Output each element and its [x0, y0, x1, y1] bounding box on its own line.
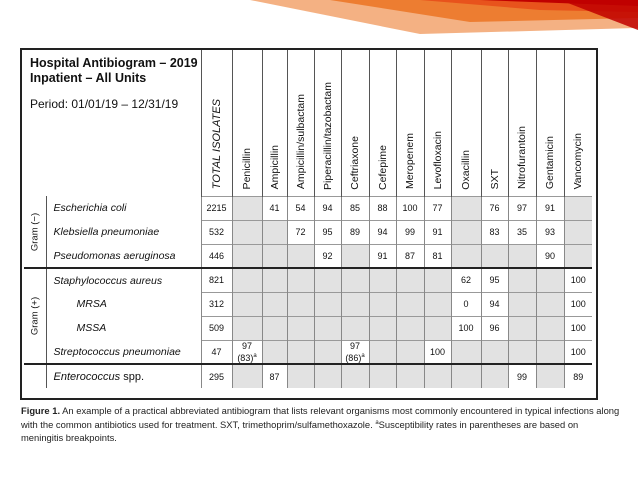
column-header [287, 50, 314, 196]
table-row [24, 268, 592, 292]
column-header-label: Cefepime [376, 144, 389, 190]
table-row [24, 316, 592, 340]
footnote-mark: a [253, 352, 257, 359]
organism-suffix: spp. [120, 370, 145, 383]
susceptibility-cell [396, 268, 424, 292]
organism-name [46, 364, 201, 388]
susceptibility-cell: 99 [508, 364, 536, 388]
decorative-banner [0, 0, 638, 46]
table-row [24, 364, 592, 388]
susceptibility-cell [262, 340, 287, 364]
header-row [24, 50, 592, 196]
column-header-label: Vancomycin [572, 133, 585, 190]
susceptibility-cell [314, 292, 341, 316]
susceptibility-cell [341, 292, 369, 316]
susceptibility-cell: 47 [201, 340, 232, 364]
susceptibility-cell [396, 340, 424, 364]
column-header [341, 50, 369, 196]
susceptibility-cell [564, 220, 592, 244]
organism-name: MRSA [76, 298, 107, 310]
susceptibility-cell: 91 [369, 244, 396, 268]
susceptibility-cell [564, 244, 592, 268]
susceptibility-cell: 93 [536, 220, 564, 244]
susceptibility-cell [481, 244, 508, 268]
susceptibility-cell [481, 340, 508, 364]
susceptibility-cell [341, 364, 369, 388]
column-header [481, 50, 508, 196]
susceptibility-cell: 96 [481, 316, 508, 340]
susceptibility-cell: 100 [564, 316, 592, 340]
footnote-mark: a [361, 352, 365, 359]
susceptibility-cell [396, 364, 424, 388]
column-header [396, 50, 424, 196]
susceptibility-cell [232, 196, 262, 220]
antibiogram-table-panel [20, 48, 598, 400]
susceptibility-cell [314, 268, 341, 292]
column-header-label: Nitrofurantoin [516, 126, 528, 190]
susceptibility-cell: 41 [262, 196, 287, 220]
column-header-label: Oxacillin [460, 149, 472, 190]
susceptibility-cell [369, 292, 396, 316]
susceptibility-cell: 83 [481, 220, 508, 244]
susceptibility-cell [508, 244, 536, 268]
susceptibility-cell [287, 244, 314, 268]
susceptibility-cell: 295 [201, 364, 232, 388]
susceptibility-cell [314, 364, 341, 388]
susceptibility-cell: 532 [201, 220, 232, 244]
susceptibility-cell [536, 316, 564, 340]
susceptibility-cell [536, 292, 564, 316]
column-header-label: Gentamicin [544, 136, 556, 190]
column-header-label: SXT [488, 169, 501, 190]
column-header [232, 50, 262, 196]
column-header [201, 50, 232, 196]
susceptibility-value: 97 [349, 340, 360, 351]
susceptibility-cell [262, 292, 287, 316]
susceptibility-cell: 2215 [201, 196, 232, 220]
susceptibility-cell: 446 [201, 244, 232, 268]
susceptibility-cell: 89 [341, 220, 369, 244]
susceptibility-cell: 821 [201, 268, 232, 292]
susceptibility-cell [287, 292, 314, 316]
susceptibility-cell [396, 316, 424, 340]
susceptibility-cell: 94 [369, 220, 396, 244]
susceptibility-cell [232, 244, 262, 268]
table-row [24, 244, 592, 268]
group-label [24, 196, 46, 268]
column-header-label: Meropenem [404, 133, 416, 190]
susceptibility-cell: 509 [201, 316, 232, 340]
susceptibility-cell: 95 [481, 268, 508, 292]
susceptibility-cell [314, 340, 341, 364]
gram-negative-label: Gram (−) [29, 212, 41, 251]
susceptibility-cell [508, 340, 536, 364]
column-header-label: TOTAL ISOLATES [210, 99, 223, 190]
susceptibility-cell: 85 [341, 196, 369, 220]
susceptibility-cell [369, 364, 396, 388]
susceptibility-cell: 100 [451, 316, 481, 340]
susceptibility-cell: 87 [262, 364, 287, 388]
column-header [451, 50, 481, 196]
susceptibility-cell: 91 [424, 220, 451, 244]
caption-label: Figure 1. [21, 405, 61, 416]
column-header [564, 50, 592, 196]
organism-name: Pseudomonas aeruginosa [53, 249, 176, 262]
susceptibility-cell [314, 316, 341, 340]
header-spacer [24, 50, 201, 196]
susceptibility-cell [451, 364, 481, 388]
susceptibility-cell [508, 292, 536, 316]
susceptibility-cell: 95 [314, 220, 341, 244]
susceptibility-cell: 100 [396, 196, 424, 220]
susceptibility-cell [536, 340, 564, 364]
susceptibility-cell: 62 [451, 268, 481, 292]
susceptibility-cell [369, 340, 396, 364]
susceptibility-cell [232, 316, 262, 340]
susceptibility-cell [508, 316, 536, 340]
organism-name: Klebsiella pneumoniae [53, 226, 160, 238]
susceptibility-cell [451, 196, 481, 220]
column-header-label: Penicillin [241, 148, 253, 190]
column-header-label: Ceftriaxone [349, 135, 361, 190]
susceptibility-cell [232, 292, 262, 316]
meningitis-value-text: (83) [237, 352, 254, 363]
susceptibility-cell [232, 268, 262, 292]
organism-name: Escherichia coli [53, 202, 127, 214]
susceptibility-cell: 100 [564, 340, 592, 364]
group-label [24, 268, 46, 364]
organism-name: Staphylococcus aureus [46, 268, 201, 292]
susceptibility-cell [341, 244, 369, 268]
column-header [262, 50, 287, 196]
table-row [24, 196, 592, 220]
susceptibility-value: 97 [241, 340, 252, 351]
susceptibility-cell [287, 268, 314, 292]
column-header-label: Piperacillin/tazobactam [321, 81, 334, 190]
organism-name: MSSA [76, 322, 107, 334]
susceptibility-cell [232, 364, 262, 388]
susceptibility-cell: 100 [424, 340, 451, 364]
susceptibility-cell [424, 316, 451, 340]
susceptibility-cell [232, 220, 262, 244]
susceptibility-cell: 91 [536, 196, 564, 220]
susceptibility-cell: 87 [396, 244, 424, 268]
susceptibility-cell [536, 364, 564, 388]
susceptibility-cell: 81 [424, 244, 451, 268]
table-row [24, 340, 592, 364]
susceptibility-cell: 72 [287, 220, 314, 244]
susceptibility-cell: 312 [201, 292, 232, 316]
susceptibility-cell: 97 [508, 196, 536, 220]
gram-positive-label: Gram (+) [29, 296, 41, 336]
susceptibility-cell [369, 316, 396, 340]
susceptibility-cell [451, 220, 481, 244]
susceptibility-cell [536, 268, 564, 292]
caption-footnote-mark: a [375, 420, 379, 426]
susceptibility-cell [508, 268, 536, 292]
susceptibility-cell [262, 316, 287, 340]
susceptibility-cell [287, 340, 314, 364]
susceptibility-cell: 54 [287, 196, 314, 220]
susceptibility-cell [232, 340, 262, 364]
susceptibility-cell [424, 268, 451, 292]
susceptibility-cell [341, 316, 369, 340]
antibiogram-table [24, 50, 592, 388]
organism-name: Streptococcus pneumoniae [53, 345, 181, 358]
meningitis-value [342, 351, 369, 363]
susceptibility-cell: 88 [369, 196, 396, 220]
susceptibility-cell: 35 [508, 220, 536, 244]
susceptibility-cell [424, 364, 451, 388]
susceptibility-cell: 94 [314, 196, 341, 220]
column-header-label: Ampicillin/sulbactam [294, 94, 307, 190]
susceptibility-cell [564, 196, 592, 220]
table-row [24, 292, 592, 316]
column-header [369, 50, 396, 196]
susceptibility-cell [424, 292, 451, 316]
title-line-1: Hospital Antibiogram – 2019 [30, 56, 198, 70]
susceptibility-cell [451, 340, 481, 364]
column-header-label: Ampicillin [268, 145, 281, 190]
table-row [24, 220, 592, 244]
figure-caption [21, 404, 621, 444]
column-header [314, 50, 341, 196]
group-label [24, 364, 46, 388]
column-header [424, 50, 451, 196]
susceptibility-cell: 90 [536, 244, 564, 268]
susceptibility-cell: 89 [564, 364, 592, 388]
susceptibility-cell [451, 244, 481, 268]
susceptibility-cell: 76 [481, 196, 508, 220]
meningitis-value-text: (86) [345, 352, 362, 363]
caption-text: An example of a practical abbreviated antibiogram that lists relevant organisms most commonly encountered in typical infections along with the common antibiotics used for treatment. SXT, trimethoprim/sulfamethoxazole. [21, 405, 620, 431]
susceptibility-cell [341, 340, 369, 364]
susceptibility-cell [369, 268, 396, 292]
organism-genus: Enterococcus [53, 370, 121, 383]
susceptibility-cell: 0 [451, 292, 481, 316]
caption-text-2: Susceptibility rates in parentheses are based on meningitis breakpoints. [21, 419, 579, 444]
susceptibility-cell [262, 244, 287, 268]
susceptibility-cell: 77 [424, 196, 451, 220]
susceptibility-cell [287, 316, 314, 340]
susceptibility-cell: 92 [314, 244, 341, 268]
column-header [536, 50, 564, 196]
susceptibility-cell: 100 [564, 292, 592, 316]
susceptibility-cell [262, 220, 287, 244]
susceptibility-cell: 94 [481, 292, 508, 316]
column-header [508, 50, 536, 196]
period-label: Period: 01/01/19 – 12/31/19 [30, 97, 179, 111]
susceptibility-cell [481, 364, 508, 388]
title-line-2: Inpatient – All Units [30, 71, 147, 85]
meningitis-value [233, 351, 262, 363]
column-header-label: Levofloxacin [431, 131, 444, 190]
susceptibility-cell [341, 268, 369, 292]
susceptibility-cell [287, 364, 314, 388]
susceptibility-cell: 100 [564, 268, 592, 292]
susceptibility-cell [262, 268, 287, 292]
susceptibility-cell [396, 292, 424, 316]
susceptibility-cell: 99 [396, 220, 424, 244]
